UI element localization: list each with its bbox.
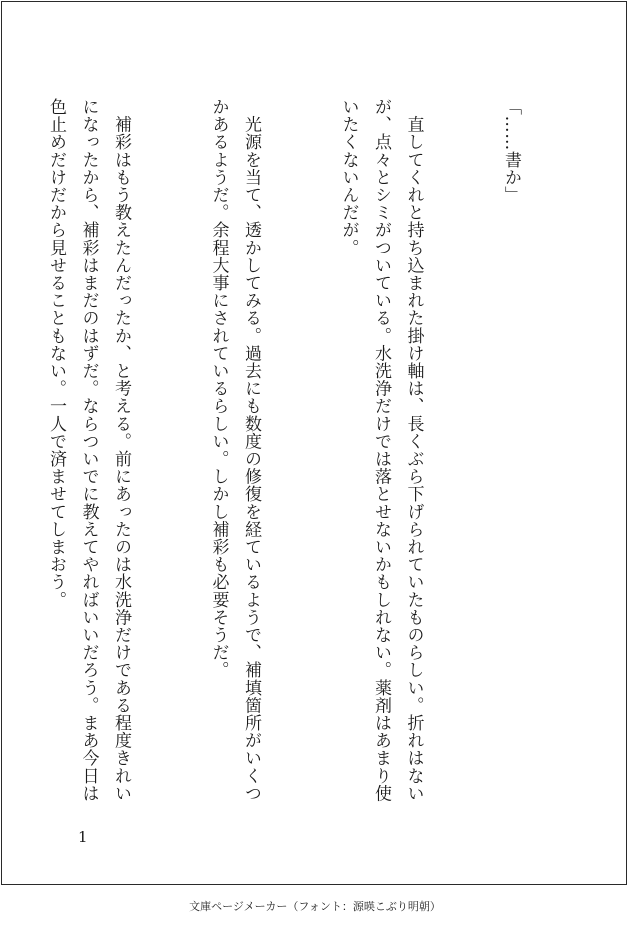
page-number: 1 (78, 828, 88, 846)
paragraph: 補彩はもう教えたんだったか、と考える。前にあったのは水洗浄だけである程度きれいになったから、補彩はまだのはずだ。ならついでに教えてやればいいだろう。まあ今日は色止めだけだから見せることもない。一人で済ませてしまおう。 (46, 98, 131, 802)
vertical-text-body (46, 98, 592, 818)
paragraph: 直してくれと持ち込まれた掛け軸は、長くぶら下げられていたものらしい。折れはないが、点々とシミがついている。水洗浄だけでは落とせないかもしれない。薬剤はあまり使いたくないんだが。 (338, 98, 424, 802)
paragraph: 「……書か」 (501, 98, 521, 204)
footer-credit: 文庫ページメーカー（フォント：源暎こぶり明朝） (189, 900, 441, 913)
book-page (1, 1, 627, 885)
paragraph: 光源を当て、透かしてみる。過去にも数度の修復を経ているようで、補填箇所がいくつかあるようだ。余程大事にされているらしい。しかし補彩も必要そうだ。 (208, 98, 261, 802)
